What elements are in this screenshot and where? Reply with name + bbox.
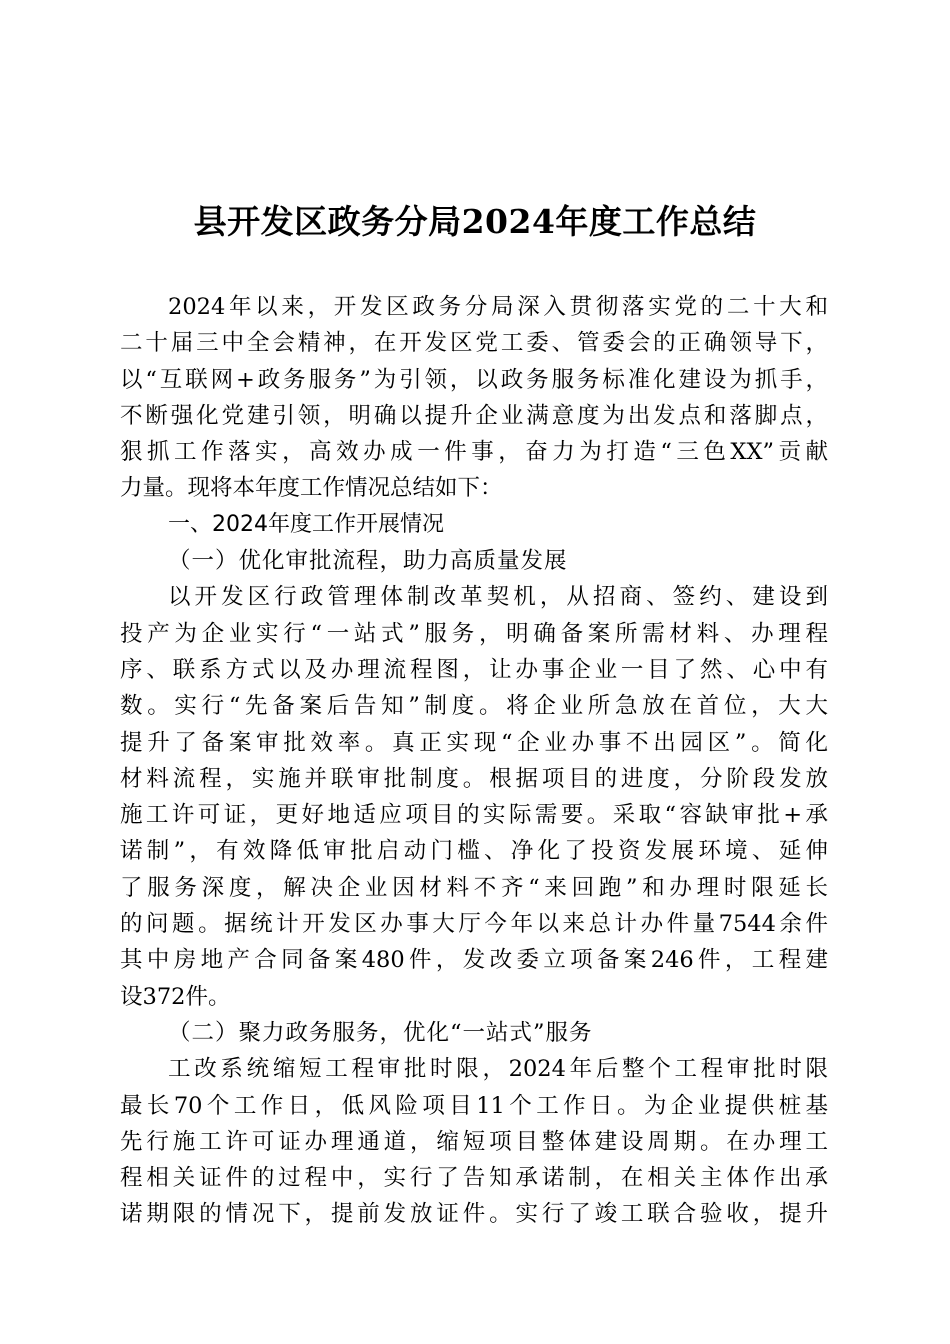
body-line: 二十届三中全会精神，在开发区党工委、管委会的正确领导下， [120,330,828,357]
body-line: 材料流程，实施并联审批制度。根据项目的进度，分阶段发放 [120,765,828,792]
document-title: 县开发区政务分局2024年度工作总结 [193,202,757,241]
body-line: 一、2024年度工作开展情况 [168,511,444,537]
document-body [120,289,828,1233]
body-line: 数。实行“先备案后告知”制度。将企业所急放在首位，大大 [120,693,828,720]
body-line: （一）优化审批流程，助力高质量发展 [168,548,568,575]
body-line: （二）聚力政务服务，优化“一站式”服务 [168,1019,593,1046]
body-line: 最长70个工作日，低风险项目11个工作日。为企业提供桩基 [120,1092,828,1119]
body-line: 的问题。据统计开发区办事大厅今年以来总计办件量7544余件 [120,911,828,938]
body-line: 了服务深度，解决企业因材料不齐“来回跑”和办理时限延长 [120,874,828,901]
body-line: 以“互联网+政务服务”为引领，以政务服务标准化建设为抓手， [120,366,828,393]
body-line: 投产为企业实行“一站式”服务，明确备案所需材料、办理程 [120,620,828,647]
body-line: 诺制”，有效降低审批启动门槛、净化了投资发展环境、延伸 [120,838,828,865]
body-line: 先行施工许可证办理通道，缩短项目整体建设周期。在办理工 [120,1128,828,1155]
body-line: 序、联系方式以及办理流程图，让办事企业一目了然、心中有 [120,656,828,683]
body-line: 施工许可证，更好地适应项目的实际需要。采取“容缺审批+承 [120,802,828,829]
body-line: 设372件。 [120,983,231,1010]
body-line: 2024年以来，开发区政务分局深入贯彻落实党的二十大和 [168,294,828,320]
body-line: 不断强化党建引领，明确以提升企业满意度为出发点和落脚点， [120,402,828,429]
body-line: 力量。现将本年度工作情况总结如下： [120,475,503,502]
body-line: 诺期限的情况下，提前发放证件。实行了竣工联合验收，提升 [120,1201,828,1228]
body-line: 工改系统缩短工程审批时限，2024年后整个工程审批时限 [168,1056,828,1083]
body-line: 以开发区行政管理体制改革契机，从招商、签约、建设到 [168,584,828,611]
body-line: 其中房地产合同备案480件，发改委立项备案246件，工程建 [120,947,828,974]
body-line: 狠抓工作落实，高效办成一件事，奋力为打造“三色XX”贡献 [120,439,828,466]
body-line: 程相关证件的过程中，实行了告知承诺制，在相关主体作出承 [120,1165,828,1192]
body-line: 提升了备案审批效率。真正实现“企业办事不出园区”。简化 [120,729,828,756]
